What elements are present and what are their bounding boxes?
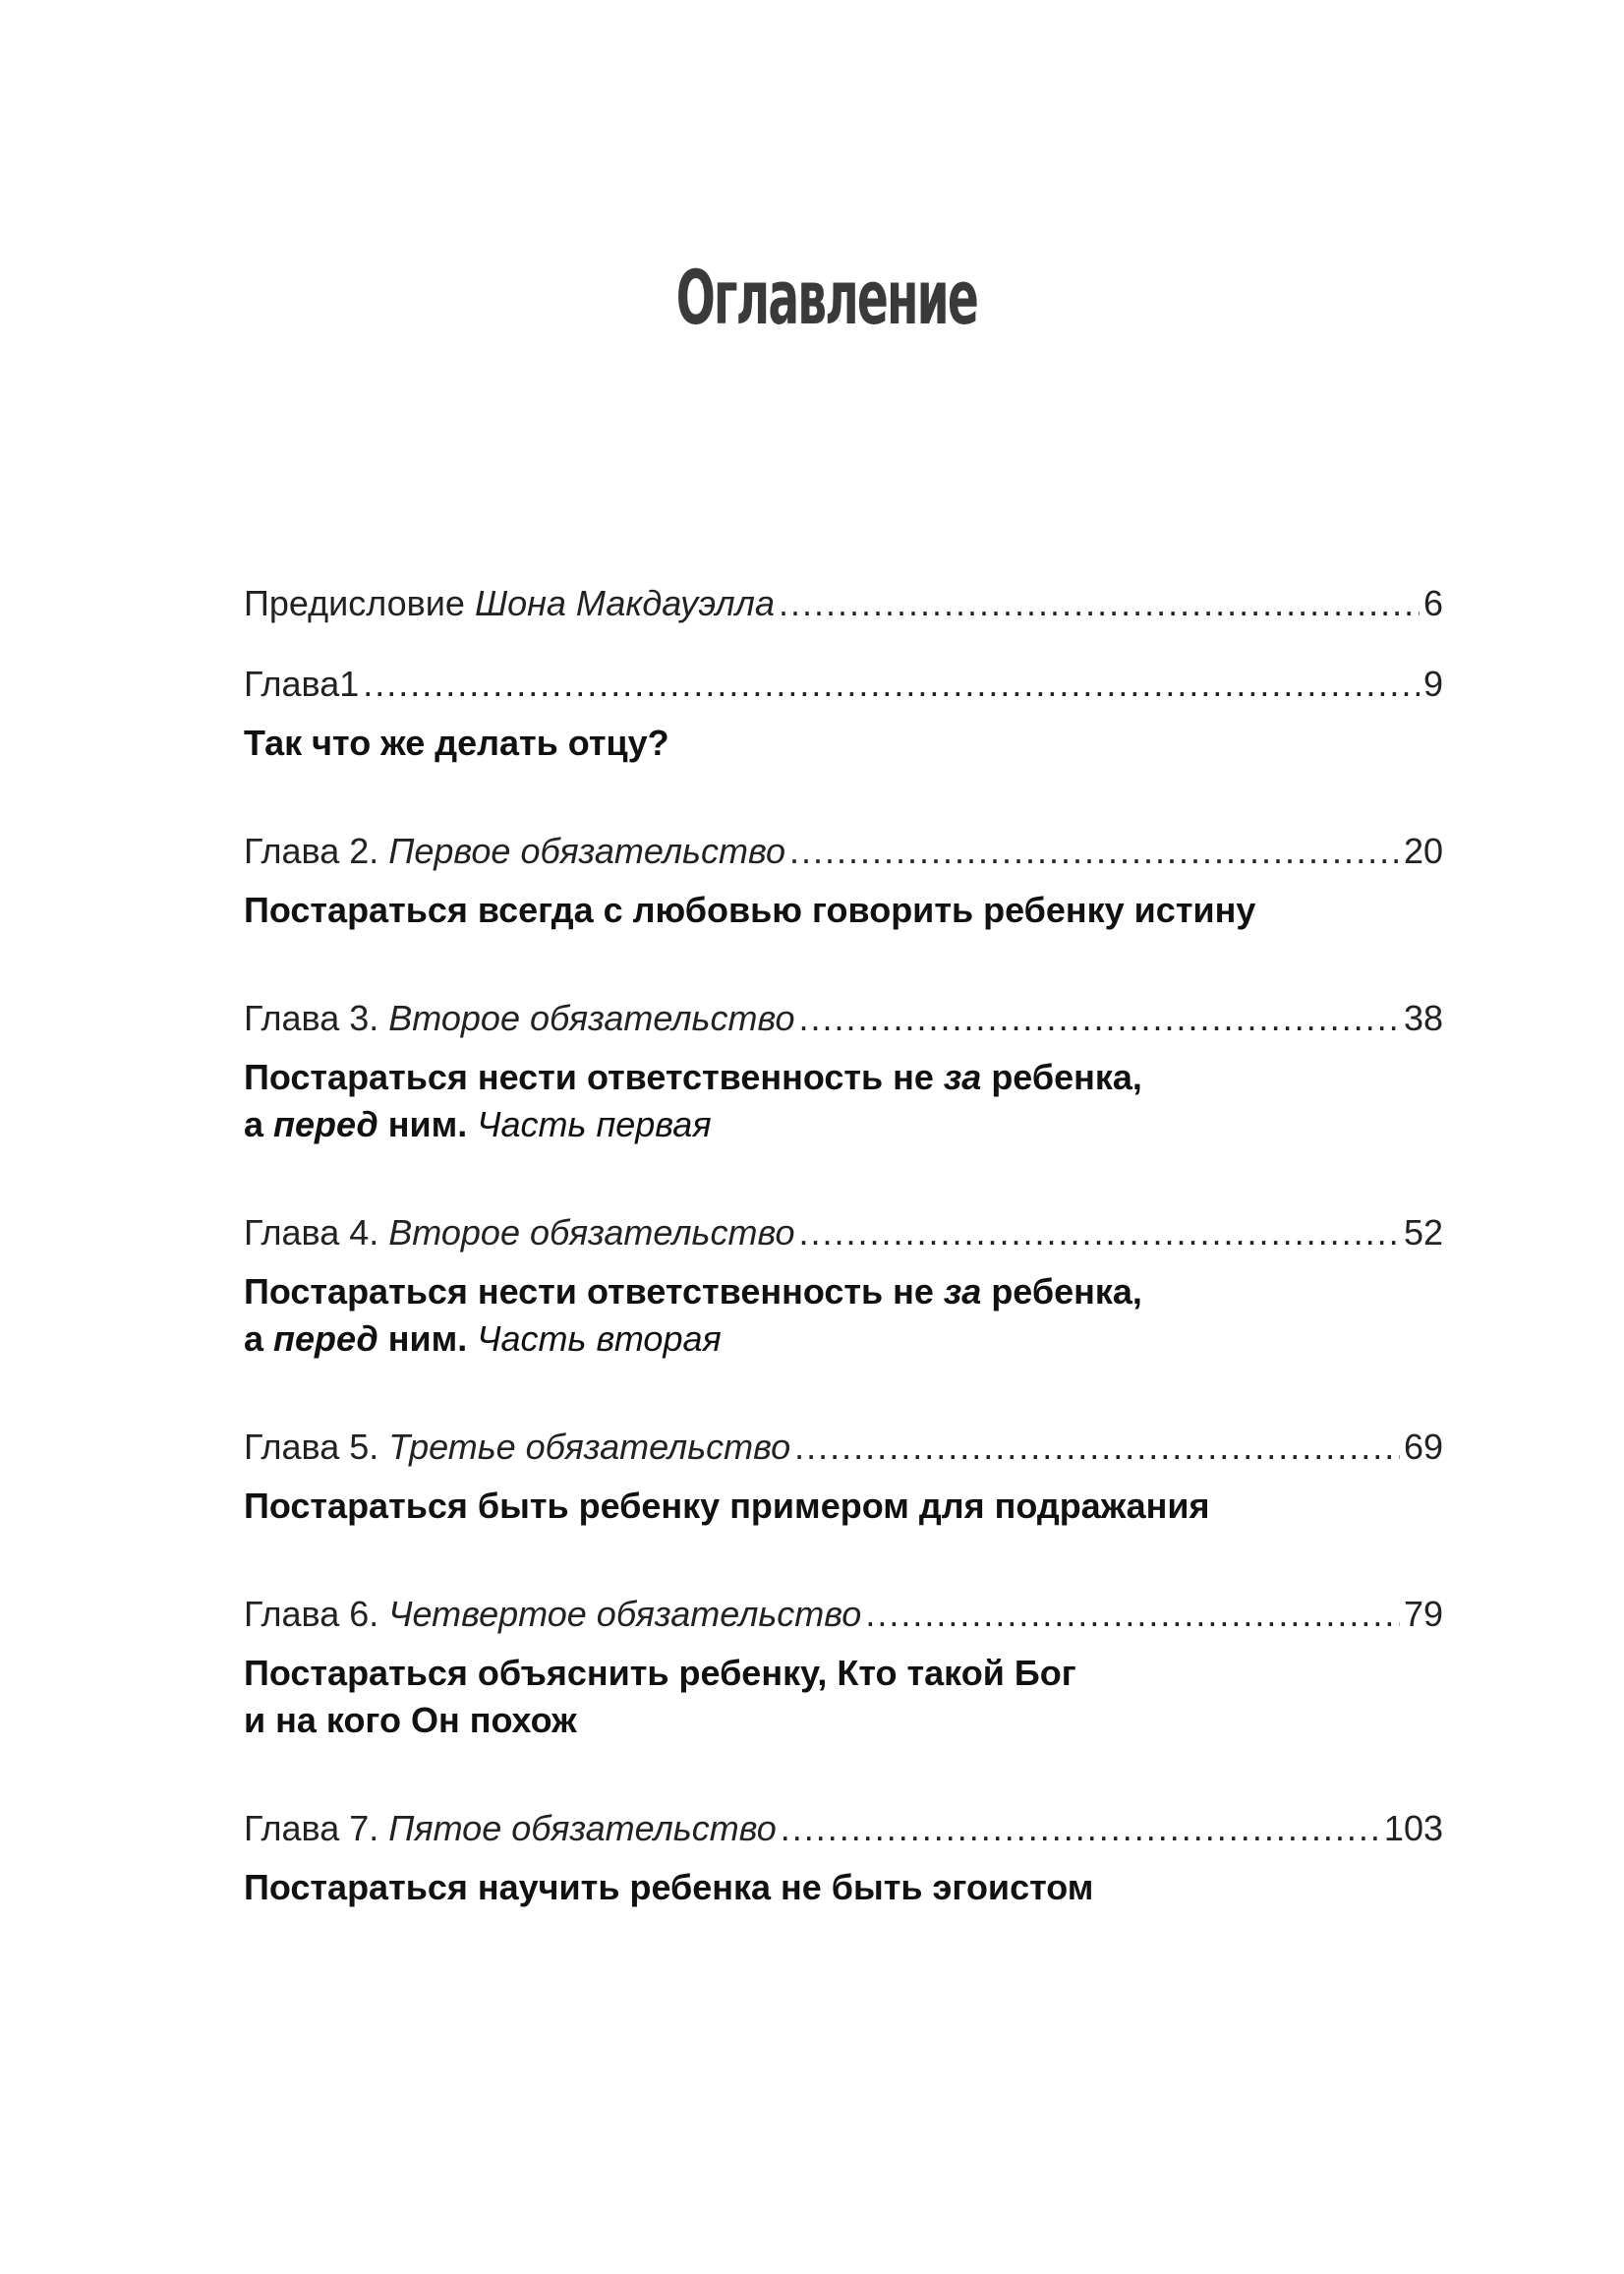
chapter-title-line-1	[244, 1054, 1443, 1101]
chapter-title-line-2	[244, 1101, 1443, 1148]
page-number: 38	[1403, 998, 1443, 1038]
dot-leader	[798, 995, 1399, 1042]
chapter-title: Постараться быть ребенку примером для подражания	[244, 1486, 1210, 1526]
commitment-label: Второе обязательство	[388, 998, 795, 1038]
toc-entry-label	[244, 995, 794, 1042]
dot-leader	[779, 580, 1420, 627]
toc-entry-line	[244, 661, 1443, 708]
toc-entry-chapter-5[interactable]	[244, 1424, 1443, 1530]
chapter-title-line-2	[244, 1315, 1443, 1363]
commitment-label: Второе обязательство	[388, 1212, 795, 1253]
toc-entry-chapter-3[interactable]	[244, 995, 1443, 1148]
toc-entry-line	[244, 1805, 1443, 1852]
toc-entry-line	[244, 828, 1443, 875]
commitment-label: Четвертое обязательство	[388, 1594, 862, 1634]
commitment-label: Третье обязательство	[388, 1427, 791, 1467]
page-number: 9	[1422, 664, 1443, 704]
chapter-title: Постараться научить ребенка не быть эгоистом	[244, 1867, 1094, 1907]
dot-leader	[781, 1805, 1380, 1852]
page-number: 79	[1403, 1594, 1443, 1634]
toc-entry-author: Шона Макдауэлла	[474, 583, 776, 623]
page-number: 69	[1403, 1427, 1443, 1467]
toc-entry-label	[244, 1424, 790, 1471]
dot-leader	[789, 828, 1400, 875]
toc-entry-line	[244, 1591, 1443, 1638]
toc-entry-prefix: Глава 5.	[244, 1427, 389, 1467]
toc-entry-line	[244, 1209, 1443, 1256]
chapter-title: Постараться всегда с любовью говорить ребенку истину	[244, 890, 1256, 930]
toc-entry-chapter-2[interactable]	[244, 828, 1443, 934]
toc-entry-prefix: Глава 4.	[244, 1212, 389, 1253]
toc-entry-prefix: Предисловие	[244, 583, 475, 623]
title-text: ребенка,	[981, 1271, 1142, 1312]
toc-entry-label	[244, 1805, 777, 1852]
title-text: а	[244, 1104, 274, 1144]
chapter-title	[244, 1650, 1443, 1744]
toc-entry-line	[244, 1424, 1443, 1471]
title-text: ним.	[377, 1104, 478, 1144]
title-text: а	[244, 1318, 274, 1359]
toc-entry-label	[244, 1209, 794, 1256]
title-emphasis: перед	[273, 1318, 378, 1359]
commitment-label: Пятое обязательство	[388, 1808, 777, 1848]
page-number: 103	[1383, 1808, 1443, 1848]
page-number: 52	[1403, 1212, 1443, 1253]
title-text: ребенка,	[981, 1057, 1142, 1097]
toc-entry-label	[244, 1591, 861, 1638]
toc-entry-chapter-6[interactable]	[244, 1591, 1443, 1744]
toc-entry-prefix: Глава 6.	[244, 1594, 389, 1634]
toc-entry-label	[244, 661, 359, 708]
part-label: Часть первая	[477, 1104, 712, 1144]
toc-entry-line	[244, 995, 1443, 1042]
part-label: Часть вторая	[477, 1318, 722, 1359]
toc-entry-line	[244, 580, 1443, 627]
toc-entry-label	[244, 580, 775, 627]
dot-leader	[865, 1591, 1400, 1638]
dot-leader	[363, 661, 1420, 708]
toc-entry-chapter-4[interactable]	[244, 1209, 1443, 1363]
title-text: Постараться нести ответственность не	[244, 1057, 944, 1097]
commitment-label: Первое обязательство	[388, 831, 785, 871]
toc-entry-chapter-7[interactable]	[244, 1805, 1443, 1911]
toc-entry-label	[244, 828, 785, 875]
chapter-title: Так что же делать отцу?	[244, 723, 669, 763]
toc-entry-preface[interactable]	[244, 580, 1443, 627]
toc-entry-chapter-1[interactable]	[244, 661, 1443, 767]
dot-leader	[798, 1209, 1399, 1256]
chapter-title-line-1	[244, 1268, 1443, 1315]
title-text: Постараться нести ответственность не	[244, 1271, 944, 1312]
title-emphasis: за	[943, 1057, 982, 1097]
chapter-title-line-1: Постараться объяснить ребенку, Кто такой Бог	[244, 1653, 1076, 1693]
title-text: ним.	[377, 1318, 478, 1359]
table-of-contents	[244, 580, 1443, 1911]
toc-entry-prefix: Глава 2.	[244, 831, 389, 871]
dot-leader	[794, 1424, 1400, 1471]
toc-entry-prefix: Глава 3.	[244, 998, 389, 1038]
page-number: 20	[1403, 831, 1443, 871]
chapter-title	[244, 1268, 1443, 1363]
toc-entry-prefix: Глава 7.	[244, 1808, 389, 1848]
chapter-title	[244, 1054, 1443, 1148]
title-emphasis: перед	[273, 1104, 378, 1144]
title-emphasis: за	[943, 1271, 982, 1312]
page-title: Оглавление	[675, 254, 977, 341]
page-number: 6	[1422, 583, 1443, 623]
toc-entry-prefix: Глава1	[244, 664, 360, 704]
chapter-title-line-2: и на кого Он похож	[244, 1700, 577, 1740]
